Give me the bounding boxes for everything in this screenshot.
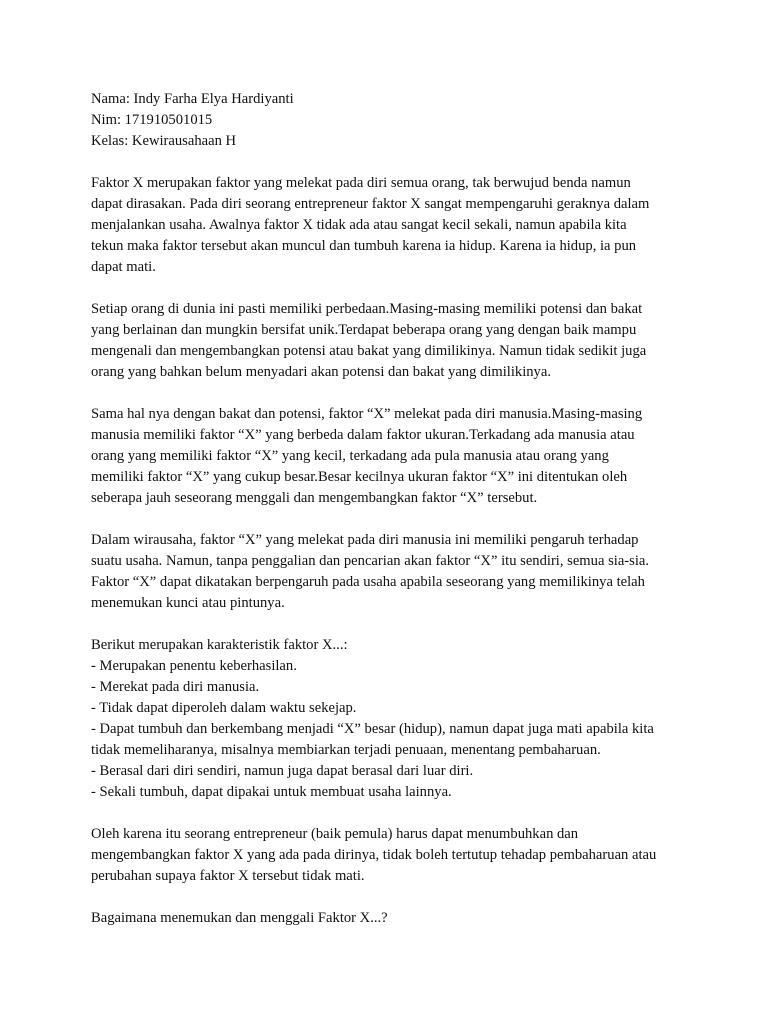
student-nim: Nim: 171910501015: [91, 112, 213, 128]
paragraph-gap: [91, 614, 711, 635]
paragraph-line: dapat mati.: [91, 259, 156, 275]
paragraph-gap: [91, 383, 711, 404]
characteristics-list: [91, 635, 711, 803]
paragraph-line: orang yang bahkan belum menyadari akan potensi dan bakat yang dimilikinya.: [91, 364, 551, 380]
header-block: [91, 89, 711, 152]
paragraph-gap: [91, 152, 711, 173]
paragraph-line: Dalam wirausaha, faktor “X” yang melekat pada diri manusia ini memiliki pengaruh terhadap: [91, 532, 639, 548]
paragraph-line: Faktor “X” dapat dikatakan berpengaruh pada usaha apabila seseorang yang memilikinya telah: [91, 574, 645, 590]
paragraph-line: yang berlainan dan mungkin bersifat unik.Terdapat beberapa orang yang dengan baik mampu: [91, 322, 637, 338]
list-item: - Berasal dari diri sendiri, namun juga dapat berasal dari luar diri.: [91, 763, 474, 779]
paragraph-3: [91, 404, 711, 509]
paragraph-line: memiliki faktor “X” yang cukup besar.Besar kecilnya ukuran faktor “X” ini ditentukan oleh: [91, 469, 628, 485]
document-body: [91, 89, 711, 929]
student-name: Nama: Indy Farha Elya Hardiyanti: [91, 91, 294, 107]
paragraph-gap: [91, 887, 711, 908]
paragraph-line: dapat dirasakan. Pada diri seorang entrepreneur faktor X sangat mempengaruhi geraknya dalam: [91, 196, 650, 212]
paragraph-line: mengenali dan mengembangkan potensi atau bakat yang dimilikinya. Namun tidak sedikit juga: [91, 343, 647, 359]
paragraph-line: perubahan supaya faktor X tersebut tidak mati.: [91, 868, 365, 884]
paragraph-line: orang yang memiliki faktor “X” yang kecil, terkadang ada pula manusia atau orang yang: [91, 448, 609, 464]
paragraph-line: Setiap orang di dunia ini pasti memiliki perbedaan.Masing-masing memiliki potensi dan bakat: [91, 301, 643, 317]
paragraph-line: menemukan kunci atau pintunya.: [91, 595, 285, 611]
paragraph-line: seberapa jauh seseorang menggali dan mengembangkan faktor “X” tersebut.: [91, 490, 538, 506]
paragraph-line: manusia memiliki faktor “X” yang berbeda dalam faktor ukuran.Terkadang ada manusia atau: [91, 427, 635, 443]
list-intro: Berikut merupakan karakteristik faktor X...:: [91, 637, 348, 653]
student-class: Kelas: Kewirausahaan H: [91, 133, 237, 149]
paragraph-line: Faktor X merupakan faktor yang melekat pada diri semua orang, tak berwujud benda namun: [91, 175, 631, 191]
closing-question: [91, 908, 711, 929]
paragraph-line: menjalankan usaha. Awalnya faktor X tidak ada atau sangat kecil sekali, namun apabila kita: [91, 217, 627, 233]
list-item: - Merekat pada diri manusia.: [91, 679, 260, 695]
paragraph-line: Sama hal nya dengan bakat dan potensi, faktor “X” melekat pada diri manusia.Masing-masing: [91, 406, 643, 422]
paragraph-line: suatu usaha. Namun, tanpa penggalian dan pencarian akan faktor “X” itu sendiri, semua sia-sia.: [91, 553, 650, 569]
paragraph-2: [91, 299, 711, 383]
paragraph-1: [91, 173, 711, 278]
list-item-continuation: tidak memeliharanya, misalnya membiarkan terjadi penuaan, menentang pembaharuan.: [91, 742, 601, 758]
list-item: - Sekali tumbuh, dapat dipakai untuk membuat usaha lainnya.: [91, 784, 452, 800]
paragraph-gap: [91, 509, 711, 530]
paragraph-line: tekun maka faktor tersebut akan muncul dan tumbuh karena ia hidup. Karena ia hidup, ia pun: [91, 238, 637, 254]
paragraph-gap: [91, 278, 711, 299]
list-item: - Dapat tumbuh dan berkembang menjadi “X” besar (hidup), namun dapat juga mati apabila kita: [91, 721, 654, 737]
paragraph-line: mengembangkan faktor X yang ada pada dirinya, tidak boleh tertutup tehadap pembaharuan atau: [91, 847, 657, 863]
list-item: - Merupakan penentu keberhasilan.: [91, 658, 297, 674]
list-item: - Tidak dapat diperoleh dalam waktu sekejap.: [91, 700, 357, 716]
paragraph-gap: [91, 803, 711, 824]
paragraph-line: Oleh karena itu seorang entrepreneur (baik pemula) harus dapat menumbuhkan dan: [91, 826, 579, 842]
paragraph-conclusion: [91, 824, 711, 887]
question-line: Bagaimana menemukan dan menggali Faktor X...?: [91, 910, 388, 926]
paragraph-4: [91, 530, 711, 614]
